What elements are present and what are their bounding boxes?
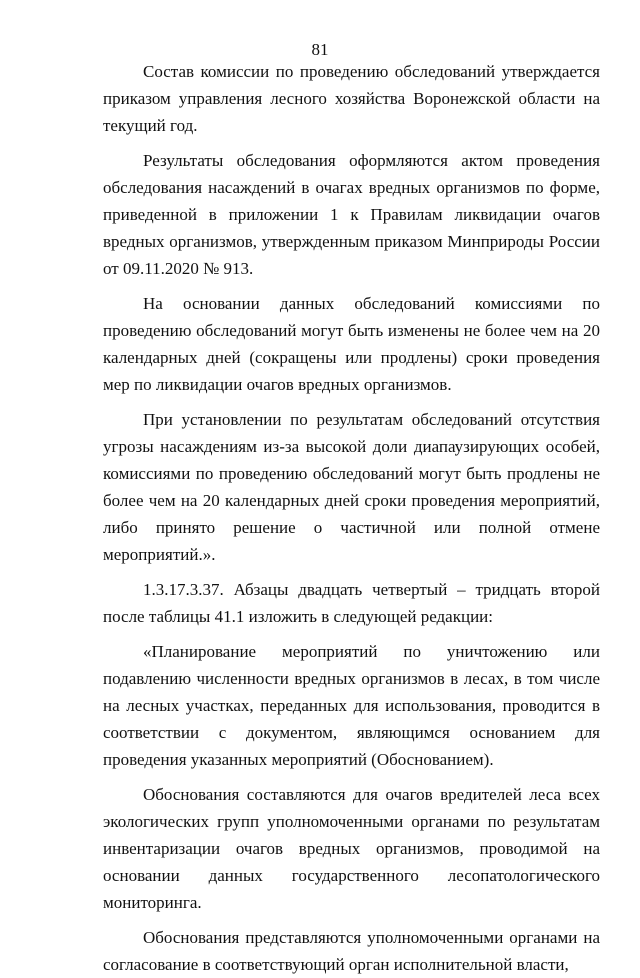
paragraph-justification-prepared: Обоснования составляются для очагов вредителей леса всех экологических групп уполномоченными органами по результатам инвентаризации очагов вредных организмов, проводимой на основании данных государственного лесопатологического мониторинга. [103, 785, 600, 912]
page-number: 81 [311, 40, 329, 59]
paragraph-justification-submitted: Обоснования представляются уполномоченными органами на согласование в соответствующий орган исполнительной власти, [103, 928, 600, 974]
paragraph-planning-measures: «Планирование мероприятий по уничтожению или подавлению численности вредных организмов в лесах, в том числе на лесных участках, переданных для использования, проводится в соответствии с документом, являющимся основанием для проведения указанных мероприятий (Обоснованием). [103, 642, 600, 769]
paragraph-commission-composition: Состав комиссии по проведению обследований утверждается приказом управления лесного хозяйства Воронежской области на текущий год. [103, 62, 600, 135]
paragraph-threat-absence: При установлении по результатам обследований отсутствия угрозы насаждениям из-за высокой доли диапаузирующих особей, комиссиями по проведению обследований могут быть продлены не более чем на 20 календарных дней сроки проведения мероприятий, либо принято решение о частичной или полной отмене мероприятий.». [103, 410, 600, 564]
paragraph-survey-results: Результаты обследования оформляются актом проведения обследования насаждений в очагах вредных организмов по форме, приведенной в приложении 1 к Правилам ликвидации очагов вредных организмов, утвержденным приказом Минприроды России от 09.11.2020 № 913. [103, 151, 600, 278]
document-body [103, 58, 600, 978]
paragraph-deadline-changes: На основании данных обследований комиссиями по проведению обследований могут быть изменены не более чем на 20 календарных дней (сокращены или продлены) сроки проведения мер по ликвидации очагов вредных организмов. [103, 294, 600, 394]
paragraph-amendment-clause: 1.3.17.3.37. Абзацы двадцать четвертый – тридцать второй после таблицы 41.1 изложить в следующей редакции: [103, 580, 600, 626]
